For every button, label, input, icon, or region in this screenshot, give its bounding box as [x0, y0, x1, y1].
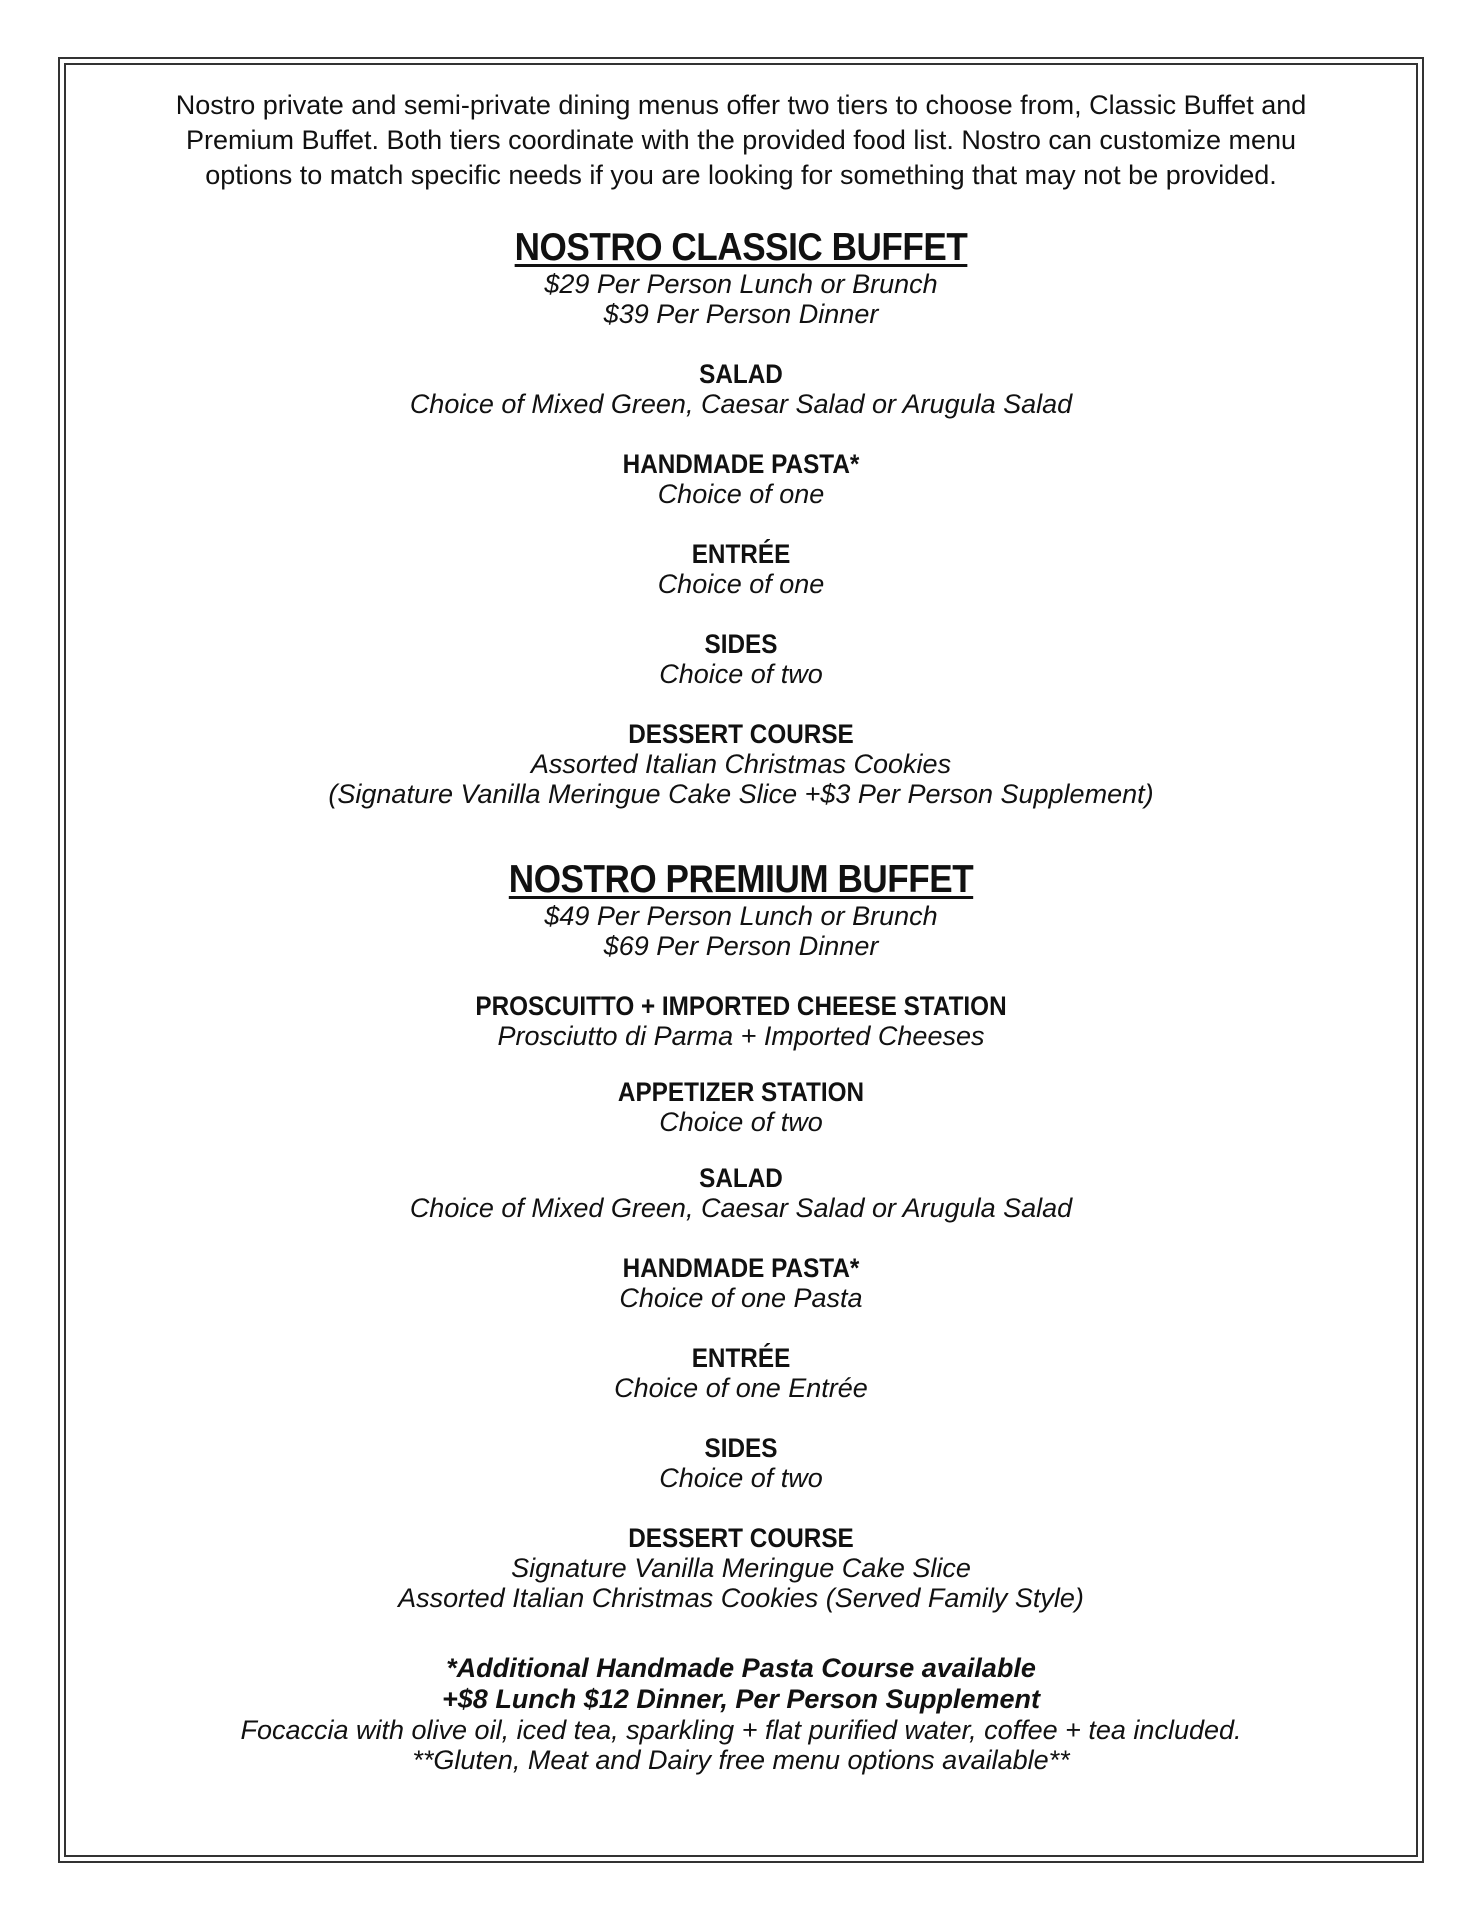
- course-detail: Choice of two: [659, 1463, 823, 1493]
- classic-course-dessert: [66, 719, 1416, 809]
- course-heading: DESSERT COURSE: [628, 719, 854, 749]
- course-detail: Choice of Mixed Green, Caesar Salad or Arugula Salad: [409, 389, 1073, 419]
- course-heading: SALAD: [699, 359, 783, 389]
- intro-line: Nostro private and semi-private dining menus offer two tiers to choose from, Classic Buffet and: [175, 90, 1307, 120]
- classic-buffet-section: [66, 227, 1416, 809]
- course-detail: Choice of Mixed Green, Caesar Salad or Arugula Salad: [409, 1193, 1073, 1223]
- classic-course-entree: [66, 539, 1416, 599]
- classic-buffet-title: NOSTRO CLASSIC BUFFET: [514, 226, 968, 269]
- intro-paragraph: [111, 88, 1371, 193]
- course-detail: Choice of one: [657, 479, 825, 509]
- course-heading: SALAD: [699, 1163, 783, 1193]
- premium-price-lunch: $49 Per Person Lunch or Brunch: [544, 901, 938, 931]
- course-detail: Choice of one Entrée: [614, 1373, 868, 1403]
- course-detail: Signature Vanilla Meringue Cake Slice: [511, 1553, 971, 1583]
- course-detail: Assorted Italian Christmas Cookies (Served Family Style): [398, 1583, 1084, 1613]
- menu-document: [66, 88, 1416, 1775]
- course-detail: Choice of one: [657, 569, 825, 599]
- intro-line: Premium Buffet. Both tiers coordinate with the provided food list. Nostro can customize menu: [185, 125, 1297, 155]
- premium-course-entree: [66, 1343, 1416, 1403]
- premium-course-pasta: [66, 1253, 1416, 1313]
- course-heading: DESSERT COURSE: [628, 1523, 854, 1553]
- course-heading: APPETIZER STATION: [617, 1077, 865, 1107]
- course-detail: (Signature Vanilla Meringue Cake Slice +$3 Per Person Supplement): [328, 779, 1154, 809]
- course-heading: SIDES: [704, 1433, 778, 1463]
- classic-price-lunch: $29 Per Person Lunch or Brunch: [544, 269, 938, 299]
- course-heading: ENTRÉE: [691, 1343, 791, 1373]
- course-detail: Choice of two: [659, 659, 823, 689]
- course-heading: SIDES: [704, 629, 778, 659]
- course-heading: ENTRÉE: [691, 539, 791, 569]
- classic-course-pasta: [66, 449, 1416, 509]
- classic-course-salad: [66, 359, 1416, 419]
- included-items-note: Focaccia with olive oil, iced tea, sparkling + flat purified water, coffee + tea included.: [240, 1715, 1242, 1745]
- course-heading: PROSCUITTO + IMPORTED CHEESE STATION: [475, 991, 1007, 1021]
- premium-price-dinner: $69 Per Person Dinner: [603, 931, 879, 961]
- intro-line: options to match specific needs if you are looking for something that may not be provided.: [205, 160, 1277, 190]
- premium-buffet-section: [66, 859, 1416, 1613]
- classic-course-sides: [66, 629, 1416, 689]
- dietary-options-note: **Gluten, Meat and Dairy free menu options available**: [412, 1745, 1070, 1775]
- course-detail: Assorted Italian Christmas Cookies: [530, 749, 952, 779]
- pasta-supplement-price: +$8 Lunch $12 Dinner, Per Person Supplement: [442, 1684, 1040, 1714]
- pasta-supplement-note: *Additional Handmade Pasta Course available: [446, 1653, 1036, 1683]
- course-detail: Choice of one Pasta: [619, 1283, 863, 1313]
- premium-course-sides: [66, 1433, 1416, 1493]
- course-detail: Prosciutto di Parma + Imported Cheeses: [497, 1021, 985, 1051]
- course-heading: HANDMADE PASTA*: [622, 1253, 860, 1283]
- premium-course-appetizer: [66, 1077, 1416, 1137]
- premium-course-cheese-station: [66, 991, 1416, 1051]
- classic-price-dinner: $39 Per Person Dinner: [603, 299, 879, 329]
- premium-course-salad: [66, 1163, 1416, 1223]
- footer-notes: [66, 1653, 1416, 1775]
- premium-course-dessert: [66, 1523, 1416, 1613]
- premium-buffet-title: NOSTRO PREMIUM BUFFET: [508, 858, 974, 901]
- course-heading: HANDMADE PASTA*: [622, 449, 860, 479]
- course-detail: Choice of two: [659, 1107, 823, 1137]
